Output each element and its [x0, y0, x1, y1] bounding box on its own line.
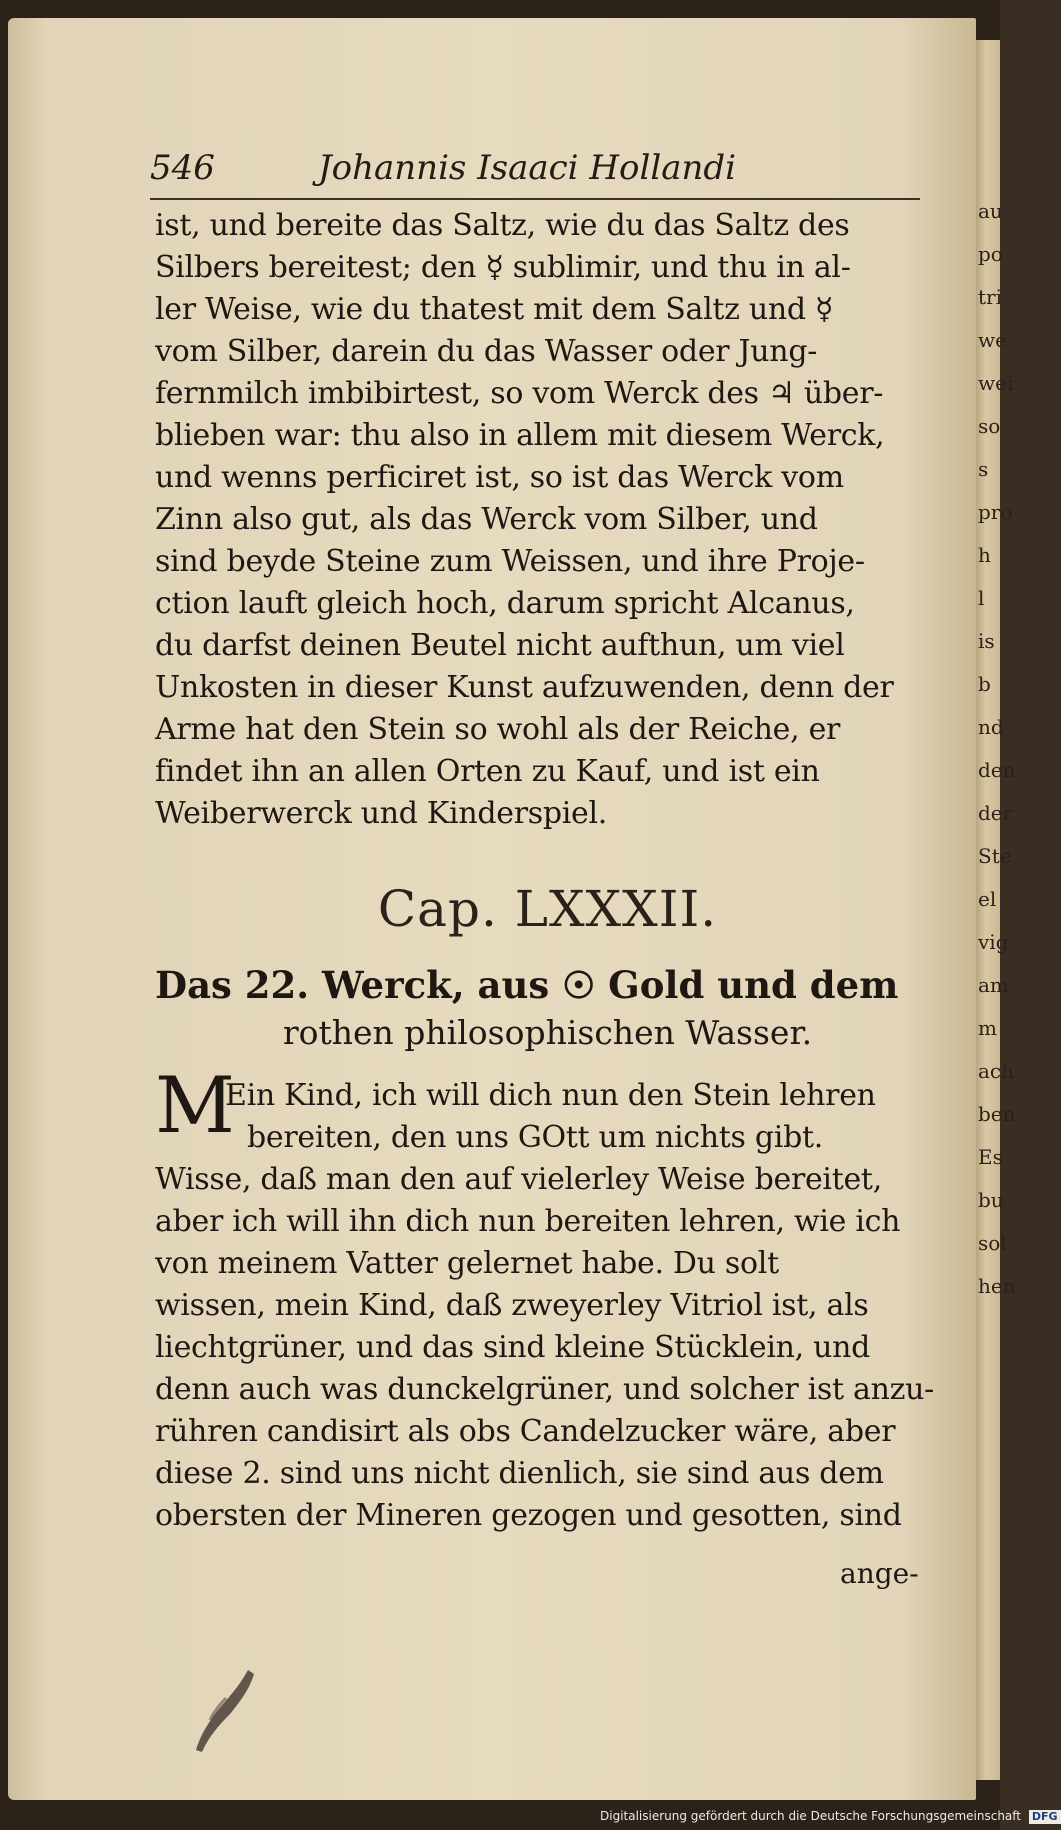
facing-page-fragment: is	[978, 629, 995, 653]
facing-page-fragment: so	[978, 414, 1001, 438]
header-rule	[150, 198, 920, 200]
subheading-line-2: rothen philosophischen Wasser.	[282, 1013, 813, 1052]
text-line: obersten der Mineren gezogen und gesotten, sind	[155, 1498, 902, 1533]
facing-page-fragment: ben	[978, 1102, 1016, 1126]
digitization-credit	[600, 1806, 1058, 1826]
facing-page-fragment: der	[978, 801, 1013, 825]
facing-page-fragment: pro	[978, 500, 1013, 524]
facing-page-fragment: h	[978, 543, 991, 567]
text-line: Zinn also gut, als das Werck vom Silber, und	[155, 502, 818, 537]
text-line: findet ihn an allen Orten zu Kauf, und ist ein	[155, 754, 820, 789]
text-line: Unkosten in dieser Kunst aufzuwenden, denn der	[155, 670, 894, 705]
ink-smudge	[188, 1668, 268, 1753]
running-header	[150, 148, 940, 194]
drop-capital: M	[155, 1061, 235, 1151]
text-line: Ein Kind, ich will dich nun den Stein lehren	[225, 1078, 876, 1113]
text-line: ler Weise, wie du thatest mit dem Saltz und ☿	[155, 292, 834, 327]
facing-page-fragment: am	[978, 973, 1009, 997]
facing-page-fragment: wei	[978, 371, 1014, 395]
facing-page-fragment: den	[978, 758, 1016, 782]
facing-page-fragment: hen	[978, 1274, 1016, 1298]
text-line: rühren candisirt als obs Candelzucker wäre, aber	[155, 1414, 896, 1449]
facing-page-edge	[976, 40, 1016, 1780]
text-line: von meinem Vatter gelernet habe. Du solt	[155, 1246, 779, 1281]
text-line: sind beyde Steine zum Weissen, und ihre Proje-	[155, 544, 865, 579]
text-line: Weiberwerck und Kinderspiel.	[155, 796, 608, 831]
text-line: vom Silber, darein du das Wasser oder Jung-	[155, 334, 818, 369]
facing-page-fragment: m	[978, 1016, 997, 1040]
facing-page-fragment: po	[978, 242, 1003, 266]
text-line: wissen, mein Kind, daß zweyerley Vitriol ist, als	[155, 1288, 869, 1323]
facing-page-fragment: Es	[978, 1145, 1003, 1169]
credit-text: Digitalisierung gefördert durch die Deutsche Forschungsgemeinschaft	[600, 1809, 1022, 1823]
text-line: diese 2. sind uns nicht dienlich, sie sind aus dem	[155, 1456, 884, 1491]
facing-page-fragment: Ste	[978, 844, 1012, 868]
text-line: und wenns perficiret ist, so ist das Werck vom	[155, 460, 844, 495]
text-line: Silbers bereitest; den ☿ sublimir, und thu in al-	[155, 250, 851, 285]
facing-page-fragment: ach	[978, 1059, 1015, 1083]
text-line: Arme hat den Stein so wohl als der Reiche, er	[155, 712, 841, 747]
text-line: denn auch was dunckelgrüner, und solcher ist anzu-	[155, 1372, 934, 1407]
facing-page-fragment: au	[978, 199, 1003, 223]
dfg-logo: DFG	[1029, 1810, 1061, 1824]
facing-page-fragment: nd	[978, 715, 1004, 739]
text-line: fernmilch imbibirtest, so vom Werck des ♃ über-	[155, 376, 884, 411]
facing-page-fragment: l	[978, 586, 985, 610]
facing-page-fragment: b	[978, 672, 991, 696]
text-line: aber ich will ihn dich nun bereiten lehren, wie ich	[155, 1204, 901, 1239]
facing-page-fragment: we	[978, 328, 1007, 352]
facing-page-fragments	[978, 190, 1016, 1308]
subheading-line-1: Das 22. Werck, aus ☉ Gold und dem	[155, 963, 899, 1007]
text-line: du darfst deinen Beutel nicht aufthun, um viel	[155, 628, 845, 663]
facing-page-fragment: bu	[978, 1188, 1004, 1212]
chapter-title: Cap. LXXXII.	[377, 880, 718, 938]
paragraph-2	[155, 1075, 940, 1537]
facing-page-fragment: vig	[978, 930, 1009, 954]
paragraph-1	[155, 205, 940, 835]
text-line: liechtgrüner, und das sind kleine Stücklein, und	[155, 1330, 871, 1365]
text-line: Wisse, daß man den auf vielerley Weise bereitet,	[155, 1162, 882, 1197]
text-line: bereiten, den uns GOtt um nichts gibt.	[247, 1120, 823, 1155]
facing-page-fragment: sol	[978, 1231, 1007, 1255]
catchword: ange-	[840, 1557, 919, 1590]
page-number: 546	[150, 148, 215, 188]
text-line: ist, und bereite das Saltz, wie du das Saltz des	[155, 208, 850, 243]
facing-page-fragment: tri	[978, 285, 1002, 309]
facing-page-fragment: el	[978, 887, 997, 911]
text-line: blieben war: thu also in allem mit diesem Werck,	[155, 418, 885, 453]
text-line: ction lauft gleich hoch, darum spricht Alcanus,	[155, 586, 855, 621]
facing-page-fragment: s	[978, 457, 989, 481]
running-title: Johannis Isaaci Hollandi	[318, 148, 737, 188]
chapter-subheading	[155, 960, 940, 1056]
